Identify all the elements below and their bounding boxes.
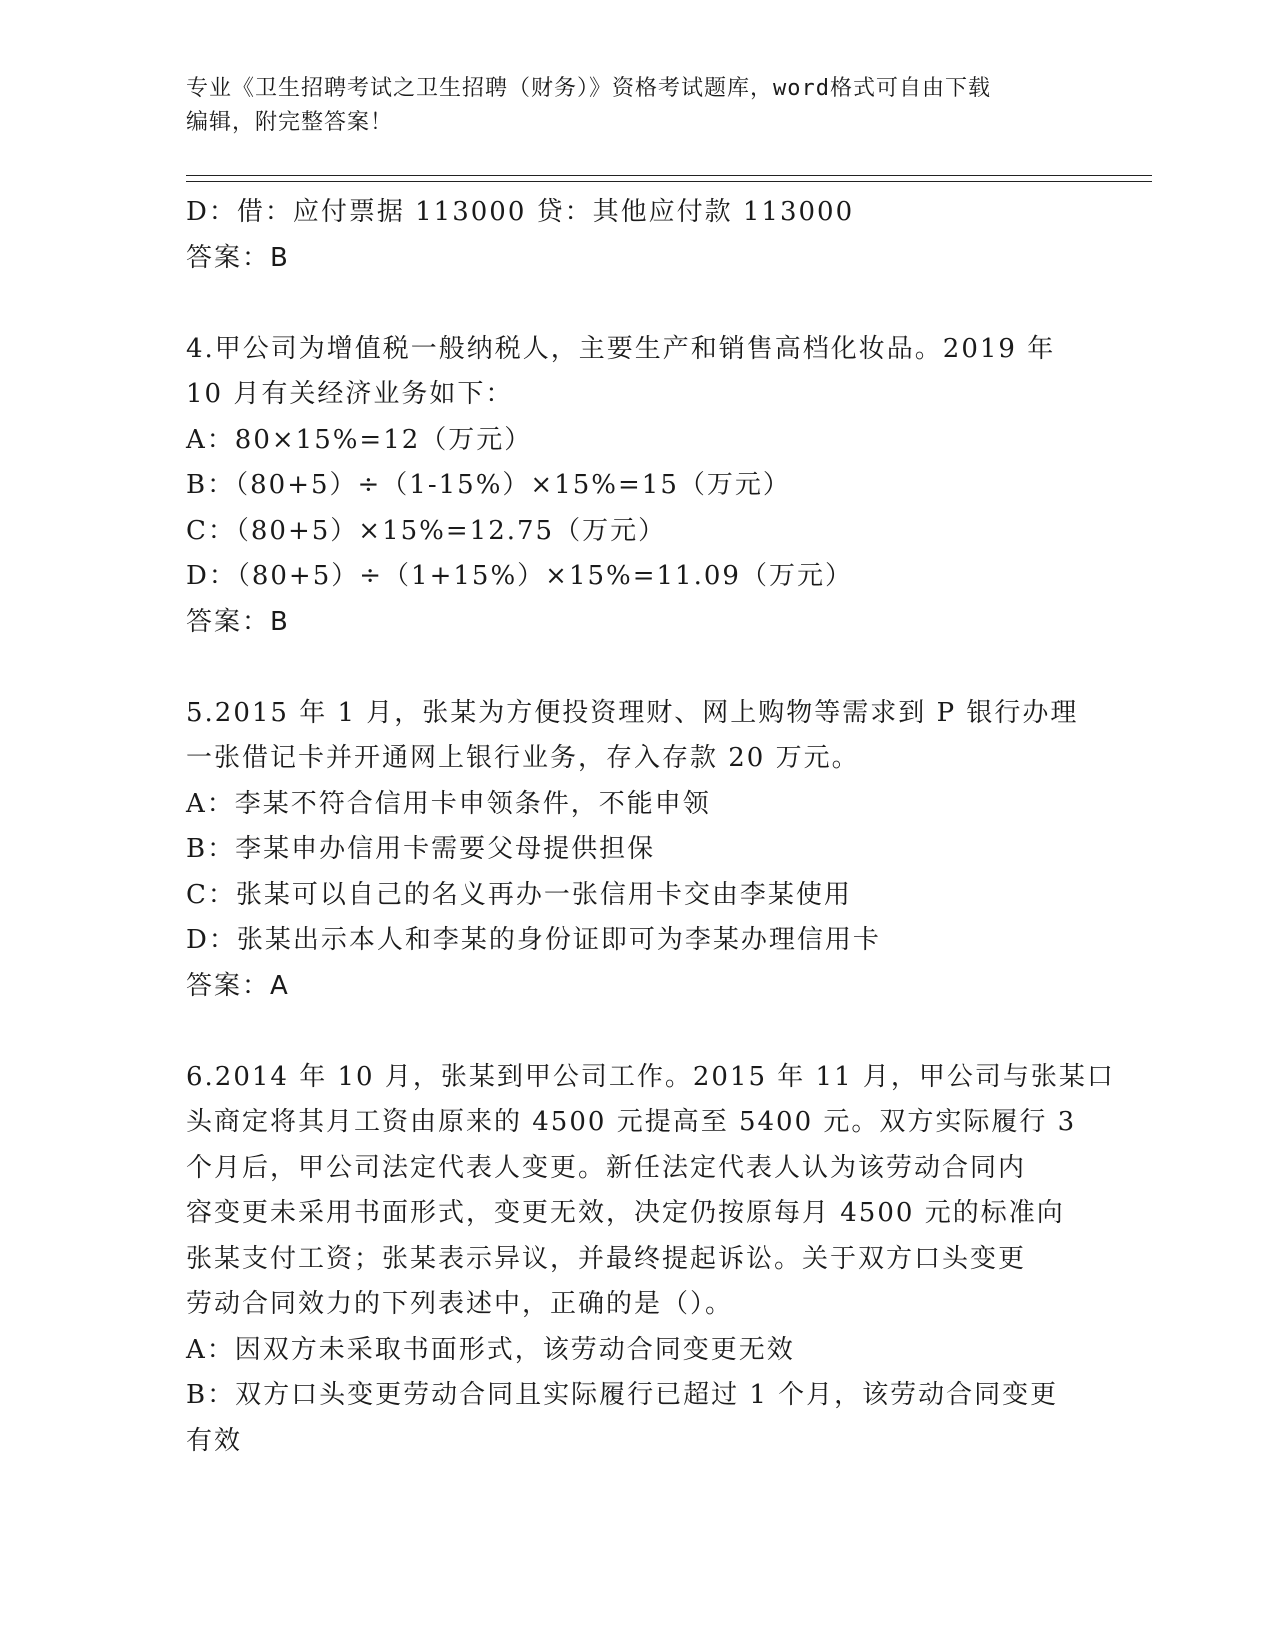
header-rule-top [186,175,1152,176]
q4-answer: 答案：B [186,606,290,637]
header-line-2: 编辑，附完整答案！ [186,110,394,135]
spacer [186,1009,1086,1055]
q6-stem-line-2: 头商定将其月工资由原来的 4500 元提高至 5400 元。双方实际履行 3 [186,1107,1077,1137]
q3-option-d: D：借：应付票据 113000 贷：其他应付款 113000 [186,197,855,227]
spacer [186,645,1086,691]
q6-stem-line-5: 张某支付工资；张某表示异议，并最终提起诉讼。关于双方口头变更 [186,1243,1027,1274]
q4-option-c: C：（80+5）×15%=12.75（万元） [186,515,667,546]
q5-option-b: B：李某申办信用卡需要父母提供担保 [186,834,656,864]
q6-stem-line-6: 劳动合同效力的下列表述中，正确的是（）。 [186,1289,734,1319]
page-header [186,72,1086,140]
q4-option-b: B：（80+5）÷（1-15%）×15%=15（万元） [186,470,791,500]
spacer [186,281,1086,327]
q6-option-b-line-1: B：双方口头变更劳动合同且实际履行已超过 1 个月，该劳动合同变更 [186,1380,1059,1410]
q6-option-b-line-2: 有效 [186,1425,243,1456]
header-line-1: 专业《卫生招聘考试之卫生招聘（财务）》资格考试题库，word格式可自由下载 [186,76,991,101]
q4-stem-line-1: 4.甲公司为增值税一般纳税人，主要生产和销售高档化妆品。2019 年 [186,333,1056,364]
q4-stem-line-2: 10 月有关经济业务如下： [186,379,514,409]
q6-stem-line-3: 个月后，甲公司法定代表人变更。新任法定代表人认为该劳动合同内 [186,1152,1027,1183]
q6-stem-line-1: 6.2014 年 10 月，张某到甲公司工作。2015 年 11 月，甲公司与张某口 [186,1061,1115,1092]
question-3-tail [186,190,1086,281]
q4-option-d: D：（80+5）÷（1+15%）×15%=11.09（万元） [186,561,853,591]
q5-stem-line-1: 5.2015 年 1 月，张某为方便投资理财、网上购物等需求到 P 银行办理 [186,697,1079,728]
q5-stem-line-2: 一张借记卡并开通网上银行业务，存入存款 20 万元。 [186,743,860,773]
question-content [186,190,1115,1464]
question-5 [186,691,1086,1010]
q6-option-a: A：因双方未采取书面形式，该劳动合同变更无效 [186,1334,795,1365]
q3-answer: 答案：B [186,242,290,273]
header-rule-bottom [186,181,1152,182]
question-6 [186,1055,1115,1465]
q5-option-d: D：张某出示本人和李某的身份证即可为李某办理信用卡 [186,925,881,955]
q5-option-c: C：张某可以自己的名义再办一张信用卡交由李某使用 [186,879,852,910]
question-4 [186,327,1086,646]
q5-answer: 答案：A [186,970,290,1001]
q5-option-a: A：李某不符合信用卡申领条件，不能申领 [186,788,711,819]
q6-stem-line-4: 容变更未采用书面形式，变更无效，决定仍按原每月 4500 元的标准向 [186,1198,1065,1228]
q4-option-a: A：80×15%=12（万元） [186,424,533,455]
